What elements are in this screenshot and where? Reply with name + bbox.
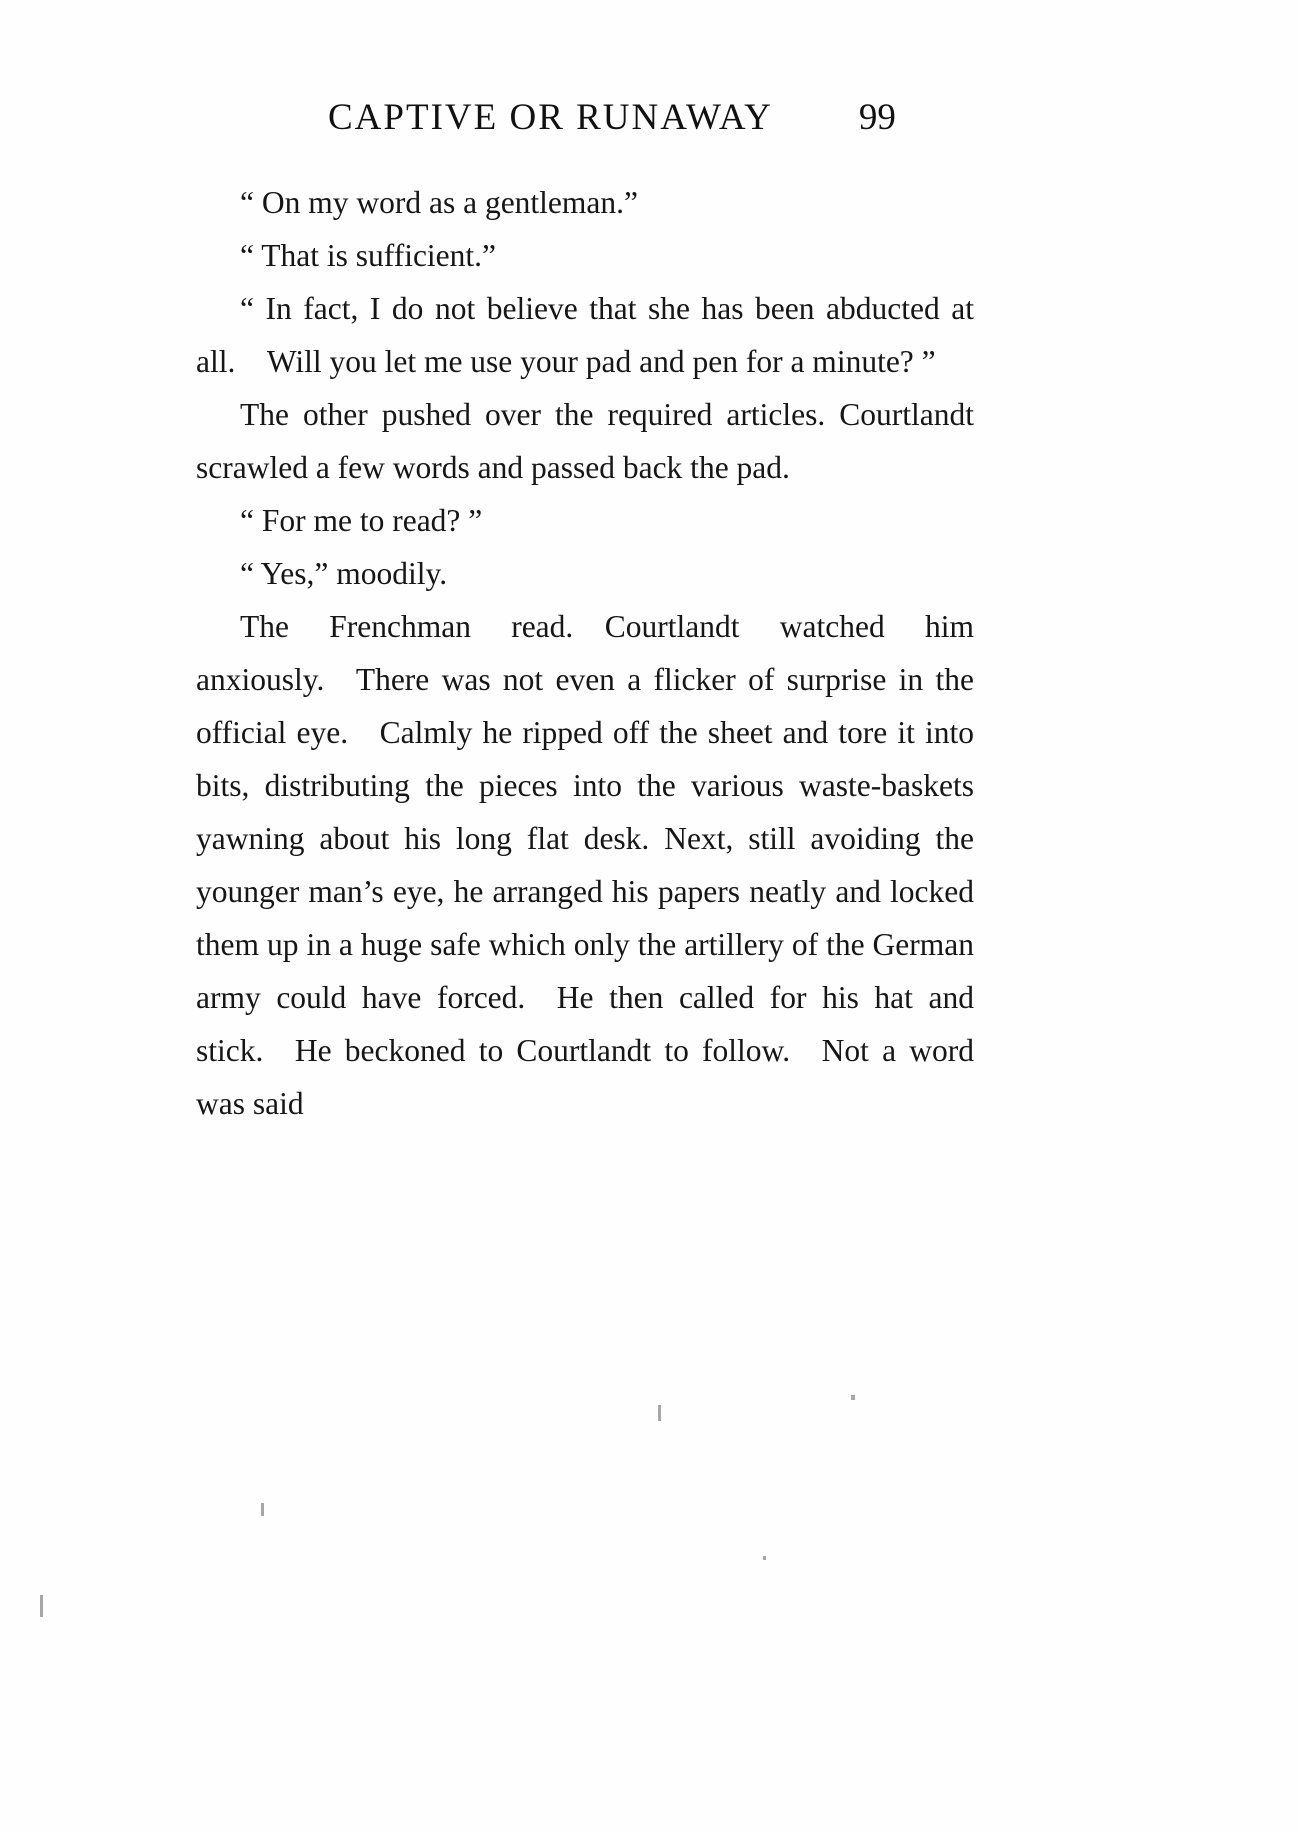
scan-speck — [40, 1595, 43, 1617]
running-head: CAPTIVE OR RUNAWAY — [328, 97, 773, 138]
paragraph: “ On my word as a gentleman.” — [240, 185, 638, 220]
paragraph: The Frenchman read. Courtlandt watched him anxiously. There was not even a flicker of surprise in the official eye. Calmly he ripped off the sheet and tore it into bits, distributing the pieces into the various waste-baskets yawning about his long flat desk. Next, still avoiding the younger man’s eye, he arranged his papers neatly and locked them up in a huge safe which only the artillery of the German army could have forced. He then called for his hat and stick. He beckoned to Courtlandt to follow. Not a word was said — [196, 609, 974, 1121]
scan-speck — [851, 1395, 855, 1400]
scan-speck — [763, 1556, 766, 1560]
paragraph: “ That is sufficient.” — [240, 238, 497, 273]
body-text — [196, 176, 974, 1130]
paragraph: The other pushed over the required articles. Courtlandt scrawled a few words and passed back the pad. — [196, 397, 974, 485]
scan-speck — [261, 1503, 264, 1516]
paragraph: “ For me to read? ” — [240, 503, 483, 538]
paragraph: “ In fact, I do not believe that she has been abducted at all. Will you let me use your pad and pen for a minute? ” — [196, 291, 974, 379]
scan-speck — [658, 1405, 661, 1421]
paragraph: “ Yes,” moodily. — [240, 556, 448, 591]
page-number: 99 — [858, 97, 896, 138]
page-header — [200, 96, 1100, 139]
